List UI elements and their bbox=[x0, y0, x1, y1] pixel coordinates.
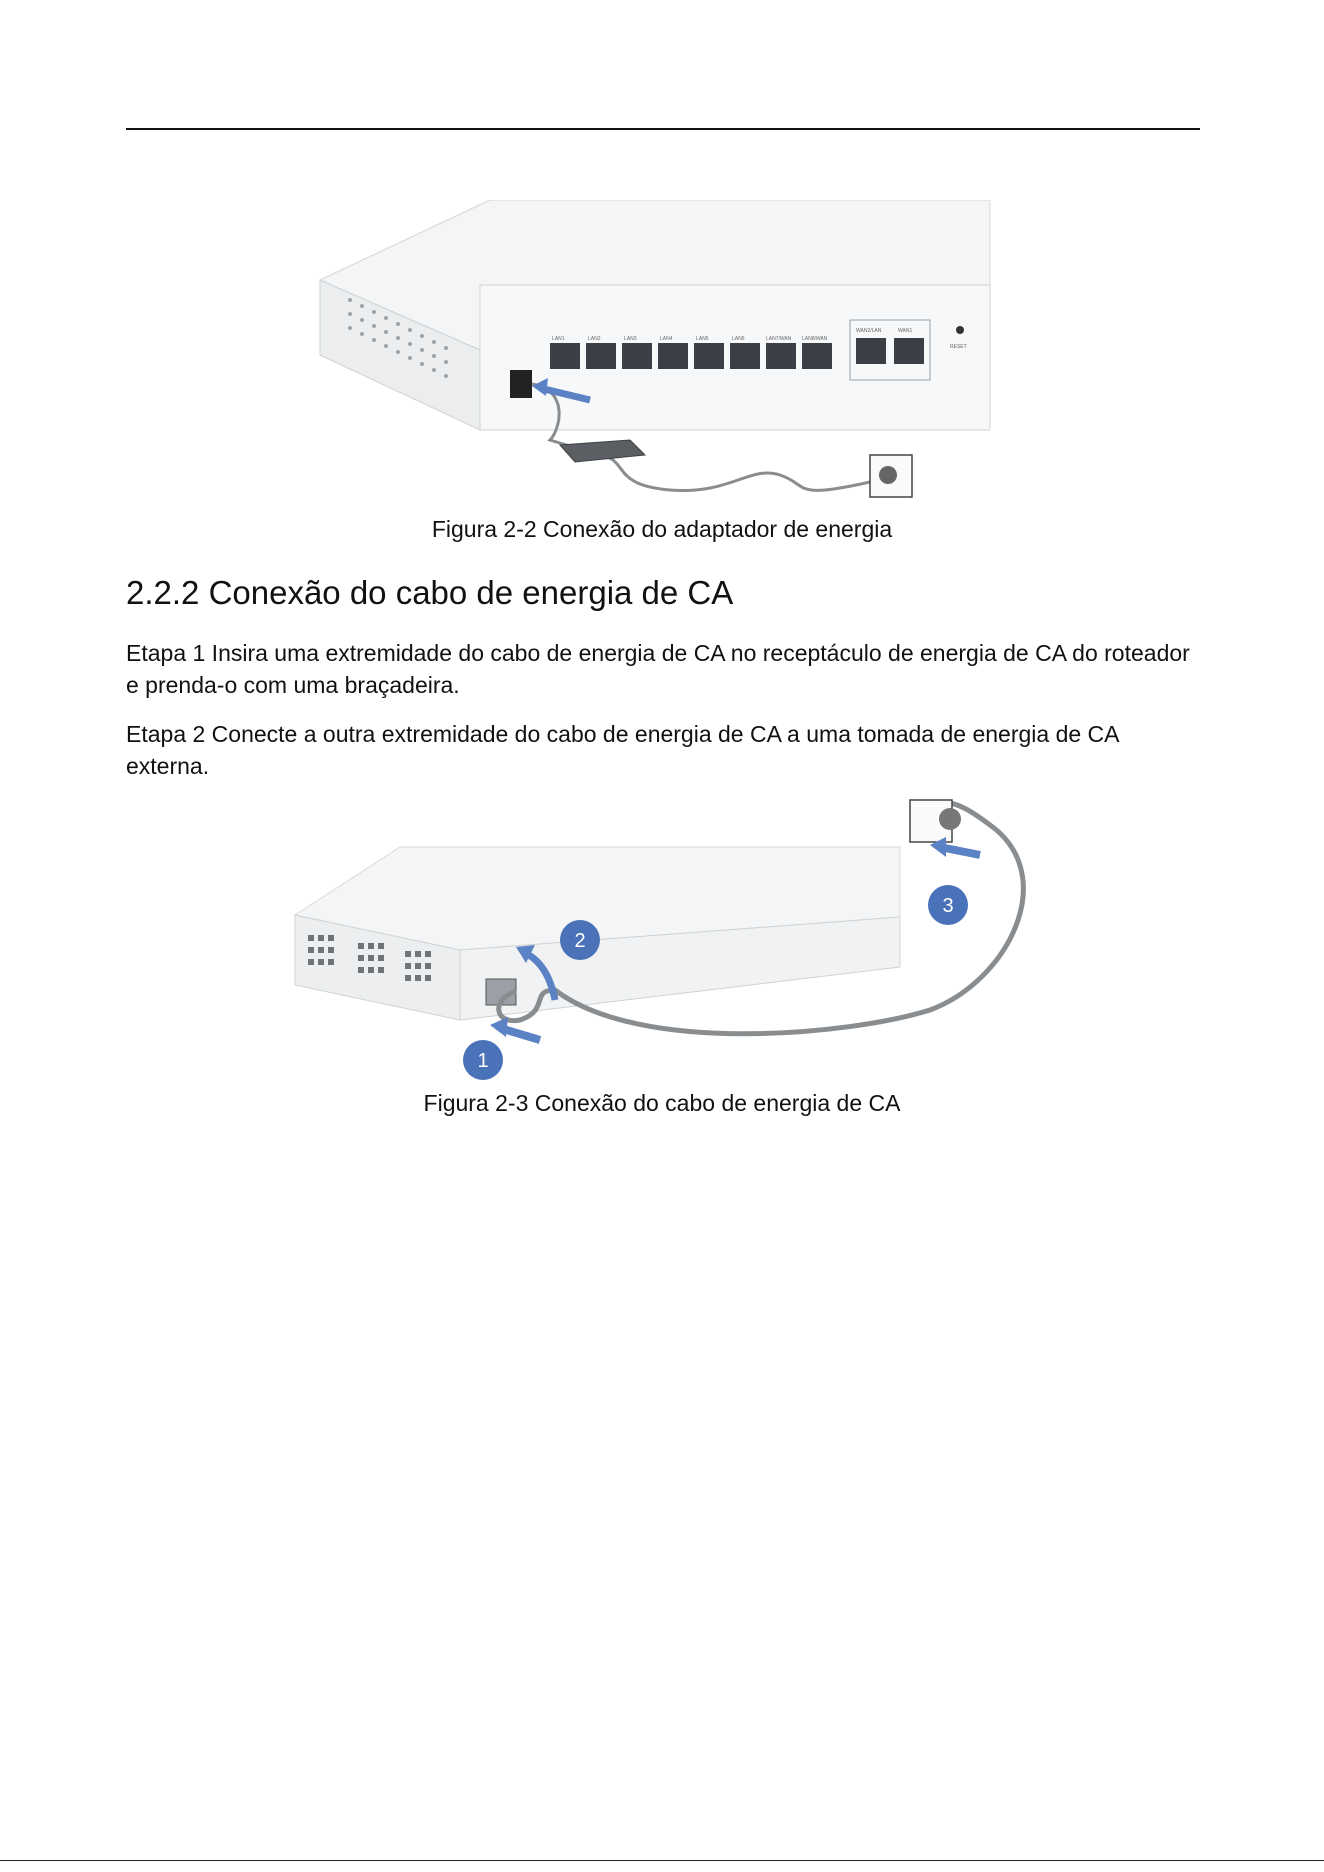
power-jack bbox=[510, 370, 532, 398]
svg-text:LAN4: LAN4 bbox=[660, 336, 673, 342]
svg-text:LAN5: LAN5 bbox=[696, 336, 709, 342]
svg-text:LAN2: LAN2 bbox=[588, 336, 601, 342]
svg-text:LAN3: LAN3 bbox=[624, 336, 637, 342]
ac-plug bbox=[939, 808, 961, 830]
footer-rule bbox=[0, 1860, 1324, 1861]
svg-text:WAN1: WAN1 bbox=[898, 328, 913, 334]
callout-1 bbox=[463, 1040, 503, 1080]
svg-text:LAN6: LAN6 bbox=[732, 336, 745, 342]
reset-button bbox=[956, 326, 964, 334]
svg-text:LAN7/WAN: LAN7/WAN bbox=[766, 336, 792, 342]
svg-text:LAN1: LAN1 bbox=[552, 336, 565, 342]
arrow-1-head bbox=[490, 1017, 508, 1037]
section-title: 2.2.2 Conexão do cabo de energia de CA bbox=[126, 574, 734, 611]
svg-text:2: 2 bbox=[574, 930, 586, 952]
figure-power-adapter-connection bbox=[310, 200, 1010, 500]
svg-text:WAN2/LAN: WAN2/LAN bbox=[856, 328, 882, 334]
wan-port-2 bbox=[894, 338, 924, 364]
callout-2 bbox=[560, 920, 600, 960]
svg-text:1: 1 bbox=[477, 1050, 489, 1072]
figure-2-2-caption: Figura 2-2 Conexão do adaptador de energia bbox=[431, 516, 893, 542]
header-rule bbox=[126, 128, 1200, 130]
svg-text:LAN8/WAN: LAN8/WAN bbox=[802, 336, 828, 342]
power-adapter bbox=[560, 440, 645, 462]
svg-text:3: 3 bbox=[942, 895, 954, 917]
svg-text:RESET: RESET bbox=[950, 344, 967, 350]
step-1: Etapa 1 Insira uma extremidade do cabo de energia de CA no receptáculo de energia de CA do roteador e prenda-o com uma braçadeira. bbox=[126, 640, 1190, 698]
callout-3 bbox=[928, 885, 968, 925]
figure-2-3-caption: Figura 2-3 Conexão do cabo de energia de CA bbox=[423, 1090, 901, 1116]
wan-port-1 bbox=[856, 338, 886, 364]
step-2: Etapa 2 Conecte a outra extremidade do cabo de energia de CA a uma tomada de energia de CA externa. bbox=[126, 721, 1119, 779]
figure-ac-cable-connection bbox=[290, 795, 1070, 1085]
power-plug bbox=[879, 466, 897, 484]
